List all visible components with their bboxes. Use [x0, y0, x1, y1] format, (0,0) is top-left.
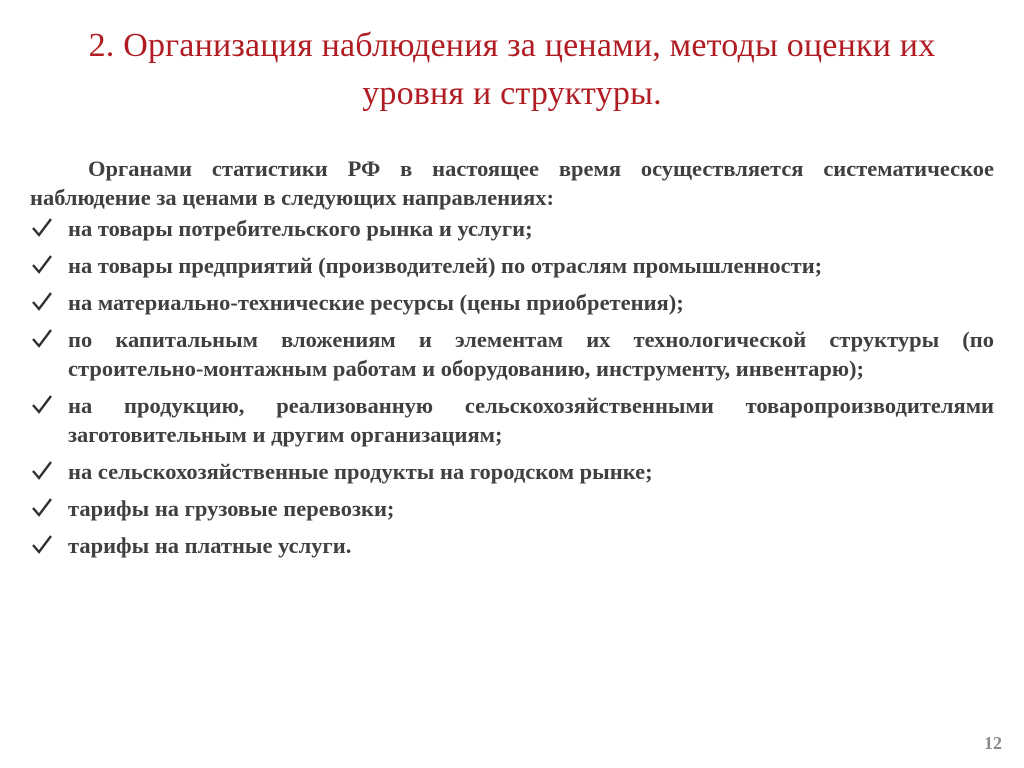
list-item-text: на материально-технические ресурсы (цены приобретения); — [68, 290, 684, 315]
checkmark-icon — [30, 289, 54, 313]
list-item-text: по капитальным вложениям и элементам их технологической структуры (по строительно-монтажным работам и оборудованию, инструменту, инвентарю); — [68, 327, 994, 381]
checkmark-icon — [30, 392, 54, 416]
directions-list — [30, 214, 994, 560]
checkmark-icon — [30, 252, 54, 276]
list-item-text: на товары потребительского рынка и услуги; — [68, 216, 533, 241]
list-item — [30, 531, 994, 560]
page-number: 12 — [984, 733, 1002, 753]
checkmark-icon — [30, 495, 54, 519]
checkmark-icon — [30, 215, 54, 239]
intro-paragraph: Органами статистики РФ в настоящее время осуществляется систематическое наблюдение за ценами в следующих направлениях: — [30, 156, 994, 210]
checkmark-icon — [30, 532, 54, 556]
list-item — [30, 494, 994, 523]
checkmark-icon — [30, 458, 54, 482]
list-item-text: на товары предприятий (производителей) по отраслям промышленности; — [68, 253, 823, 278]
checkmark-icon — [30, 326, 54, 350]
slide-body — [30, 154, 994, 568]
list-item-text: на сельскохозяйственные продукты на городском рынке; — [68, 459, 653, 484]
list-item-text: тарифы на грузовые перевозки; — [68, 496, 395, 521]
list-item — [30, 457, 994, 486]
list-item — [30, 391, 994, 449]
list-item-text: тарифы на платные услуги. — [68, 533, 352, 558]
slide-title: 2. Организация наблюдения за ценами, методы оценки их уровня и структуры. — [88, 27, 936, 112]
list-item — [30, 325, 994, 383]
list-item — [30, 214, 994, 243]
list-item — [30, 288, 994, 317]
list-item-text: на продукцию, реализованную сельскохозяйственными товаропроизводителями заготовительным и другим организациям; — [68, 393, 994, 447]
list-item — [30, 251, 994, 280]
